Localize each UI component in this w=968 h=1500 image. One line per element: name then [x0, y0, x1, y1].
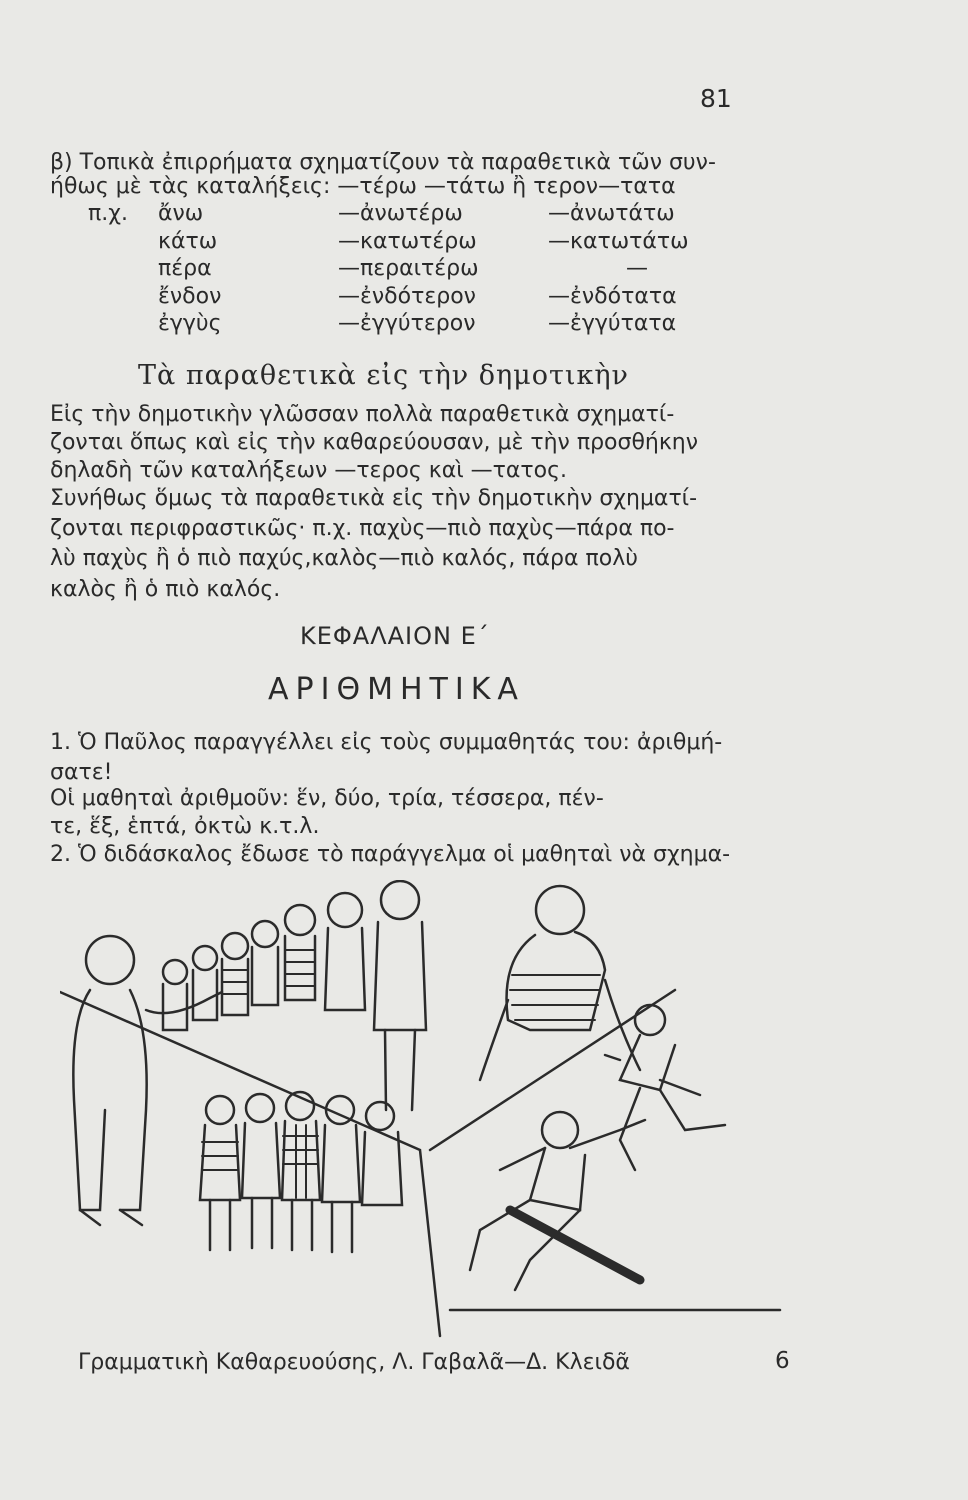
superlative-form: —κατωτάτω [548, 228, 689, 254]
demotic-line-1: Εἰς τὴν δημοτικὴν γλῶσσαν πολλὰ παραθετικὰ σχηματί- [50, 402, 675, 427]
demotic-line-4: Συνήθως ὅμως τὰ παραθετικὰ εἰς τὴν δημοτικὴν σχηματί- [50, 486, 698, 511]
demotic-line-3: δηλαδὴ τῶν καταλήξεων —τερος καὶ —τατος. [50, 458, 568, 483]
comparative-form: —ἐγγύτερον [338, 311, 476, 337]
table-row [88, 310, 728, 338]
table-row [88, 200, 728, 228]
numbered-line-4: τε, ἕξ, ἑπτά, ὀκτὼ κ.τ.λ. [50, 814, 320, 839]
demotic-line-2: ζονται ὅπως καὶ εἰς τὴν καθαρεύουσαν, μὲ τὴν προσθήκην [50, 430, 699, 455]
comparative-form: —περαιτέρω [338, 256, 479, 282]
comparative-form: —κατωτέρω [338, 228, 477, 254]
table-row [88, 283, 728, 311]
positive-form: κάτω [158, 228, 218, 254]
section-subheading: Τὰ παραθετικὰ εἰς τὴν δημοτικὴν [138, 360, 629, 391]
example-prefix: π.χ. [88, 201, 128, 227]
numbered-line-2: σατε! [50, 760, 113, 785]
children-exercise-illustration [60, 880, 790, 1340]
demotic-line-7: καλὸς ἢ ὁ πιὸ καλός. [50, 577, 281, 602]
paragraph-b-line-1: β) Τοπικὰ ἐπιρρήματα σχηματίζουν τὰ παραθετικὰ τῶν συν- [50, 150, 716, 175]
comparative-form: —ἀνωτέρω [338, 201, 463, 227]
chapter-label: ΚΕΦΑΛΑΙΟΝ Ε΄ [300, 622, 490, 650]
positive-form: ἄνω [158, 201, 204, 227]
signature-number: 6 [775, 1348, 790, 1374]
numbered-line-1: 1. Ὁ Παῦλος παραγγέλλει εἰς τοὺς συμμαθητάς του: ἀριθμή- [50, 730, 723, 755]
comparative-form: —ἐνδότερον [338, 283, 476, 309]
numbered-line-5: 2. Ὁ διδάσκαλος ἔδωσε τὸ παράγγελμα οἱ μαθηταὶ νὰ σχημα- [50, 842, 731, 867]
superlative-form: —ἀνωτάτω [548, 201, 675, 227]
book-footer: Γραμματικὴ Καθαρευούσης, Λ. Γαβαλᾶ—Δ. Κλειδᾶ [78, 1350, 630, 1375]
positive-form: ἐγγὺς [158, 311, 222, 337]
chapter-title: ΑΡΙΘΜΗΤΙΚΑ [268, 672, 525, 707]
numbered-line-3: Οἱ μαθηταὶ ἀριθμοῦν: ἕν, δύο, τρία, τέσσερα, πέν- [50, 786, 604, 811]
table-row [88, 228, 728, 256]
table-row [88, 255, 728, 283]
comparative-example-table [88, 200, 728, 338]
paragraph-b-line-2: ήθως μὲ τὰς καταλήξεις: —τέρω —τάτω ἢ τερον—τατα [50, 174, 676, 199]
positive-form: ἔνδον [158, 283, 222, 309]
superlative-form: — [626, 256, 648, 282]
demotic-line-6: λὺ παχὺς ἢ ὁ πιὸ παχύς,καλὸς—πιὸ καλός, πάρα πολὺ [50, 546, 638, 571]
page-number: 81 [700, 84, 732, 113]
superlative-form: —ἐγγύτατα [548, 311, 677, 337]
positive-form: πέρα [158, 256, 212, 282]
superlative-form: —ἐνδότατα [548, 283, 677, 309]
demotic-line-5: ζονται περιφραστικῶς· π.χ. παχὺς—πιὸ παχὺς—πάρα πο- [50, 516, 675, 541]
